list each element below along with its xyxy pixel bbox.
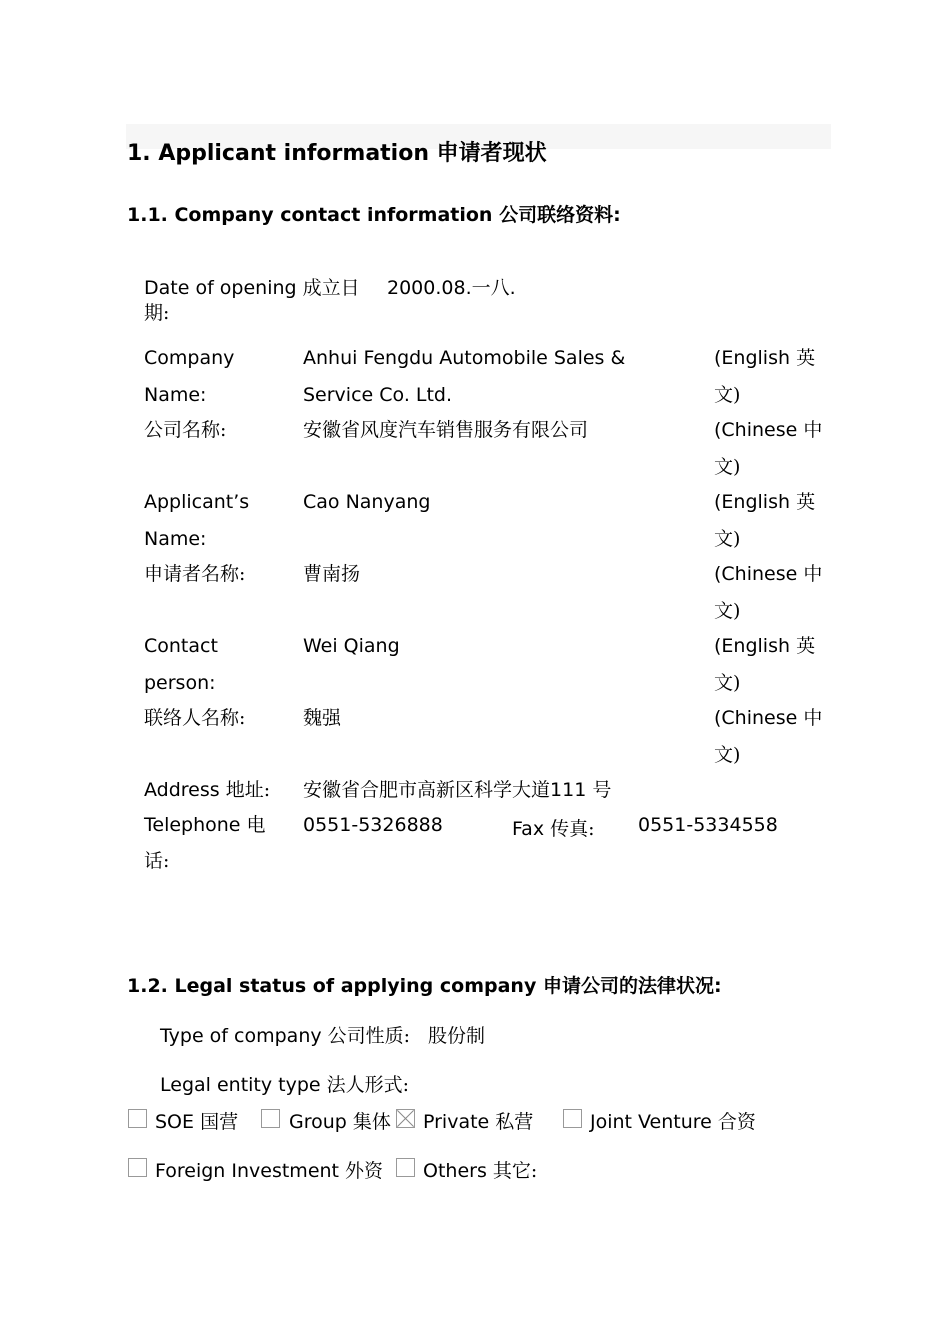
others-checkbox[interactable] — [396, 1158, 415, 1177]
lang-tag-english: (English 英 文) — [714, 347, 816, 406]
applicant-name-value-cn: 曹南扬 — [303, 563, 361, 585]
contact-person-value-en: Wei Qiang — [303, 635, 400, 657]
date-of-opening-label-cont: 期: — [144, 302, 170, 324]
telephone-value: 0551-5326888 — [303, 814, 443, 836]
foreign-investment-checkbox-label: Foreign Investment 外资 — [155, 1160, 384, 1182]
contact-person-value-cn: 魏强 — [303, 707, 342, 729]
date-of-opening-label: Date of opening 成立日 — [144, 277, 360, 299]
soe-checkbox[interactable] — [128, 1109, 147, 1128]
section-1-2-title: 1.2. Legal status of applying company 申请公司的法律状况: — [127, 975, 722, 997]
lang-tag-chinese: (Chinese 中 文) — [714, 419, 823, 478]
telephone-label: Telephone 电 话: — [144, 814, 266, 872]
company-type-label: Type of company 公司性质: — [160, 1025, 411, 1047]
soe-checkbox-label: SOE 国营 — [155, 1111, 239, 1133]
legal-entity-label: Legal entity type 法人形式: — [160, 1074, 410, 1096]
section-1-1-title: 1.1. Company contact information 公司联络资料: — [127, 204, 621, 226]
others-checkbox-label: Others 其它: — [423, 1160, 538, 1182]
fax-value: 0551-5334558 — [638, 814, 778, 836]
joint-venture-checkbox[interactable] — [563, 1109, 582, 1128]
date-of-opening-value: 2000.08.一八. — [387, 277, 516, 299]
lang-tag-english: (English 英 文) — [714, 491, 816, 550]
address-value: 安徽省合肥市高新区科学大道111 号 — [303, 779, 612, 801]
company-name-value-en: Anhui Fengdu Automobile Sales & Service Co. Ltd. — [303, 347, 626, 406]
contact-person-label-cn: 联络人名称: — [144, 707, 246, 729]
section-1-title: 1. Applicant information 申请者现状 — [127, 140, 547, 166]
foreign-investment-checkbox[interactable] — [128, 1158, 147, 1177]
lang-tag-english: (English 英 文) — [714, 635, 816, 694]
contact-person-label-en: Contact person: — [144, 635, 218, 694]
company-type-value: 股份制 — [428, 1025, 486, 1047]
lang-tag-chinese: (Chinese 中 文) — [714, 707, 823, 766]
applicant-name-value-en: Cao Nanyang — [303, 491, 431, 513]
applicant-name-label-cn: 申请者名称: — [144, 563, 246, 585]
company-name-label-cn: 公司名称: — [144, 419, 227, 441]
fax-label: Fax 传真: — [512, 818, 595, 840]
company-name-label-en: Company Name: — [144, 347, 235, 406]
group-checkbox-label: Group 集体 — [289, 1111, 391, 1133]
company-name-value-cn: 安徽省风度汽车销售服务有限公司 — [303, 419, 589, 441]
joint-venture-checkbox-label: Joint Venture 合资 — [590, 1111, 756, 1133]
address-label: Address 地址: — [144, 779, 271, 801]
lang-tag-chinese: (Chinese 中 文) — [714, 563, 823, 622]
private-checkbox[interactable] — [396, 1109, 415, 1128]
private-checkbox-label: Private 私营 — [423, 1111, 534, 1133]
group-checkbox[interactable] — [261, 1109, 280, 1128]
applicant-name-label-en: Applicant’s Name: — [144, 491, 250, 550]
